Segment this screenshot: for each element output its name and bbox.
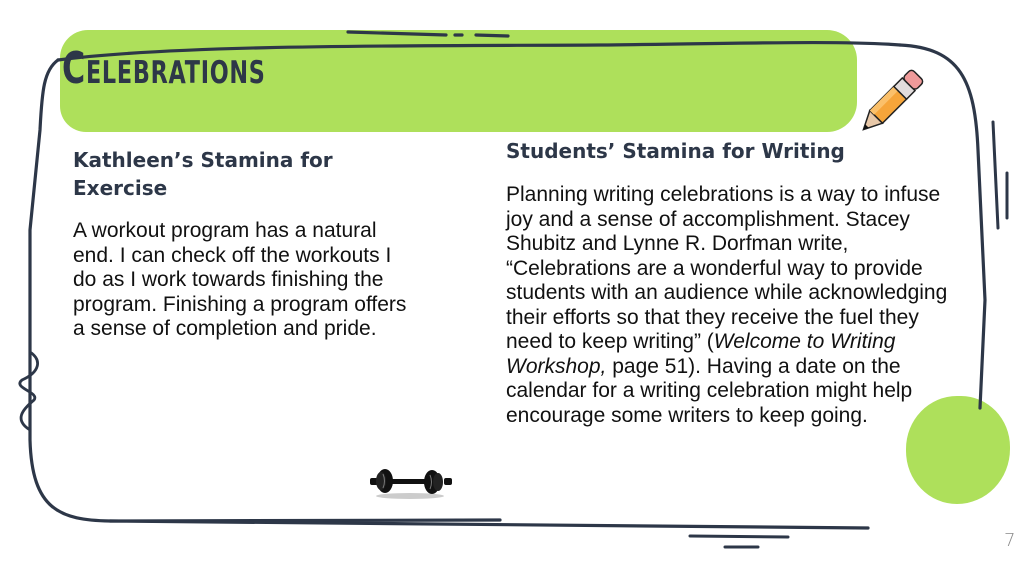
book-title: Welcome to Writing Workshop, xyxy=(506,330,896,378)
right-column-body xyxy=(506,183,956,428)
right-column-heading: Students’ Stamina for Writing xyxy=(506,139,845,163)
right-body-text-2: page 51). Having a date on the calendar for a writing celebration might help encourage some writers to keep going. xyxy=(506,354,913,427)
right-body-text-1: Planning writing celebrations is a way to infuse joy and a sense of accomplishment. Stacey Shubitz and Lynne R. Dorfman write, “Celebrations are a wonderful way to provide students with an audience while acknowledging their efforts so that they receive the fuel they need to keep writing” ( xyxy=(506,183,948,353)
page-number: 7 xyxy=(1004,530,1016,551)
page-title: Celebrations xyxy=(62,43,266,94)
left-column-heading: Kathleen’s Stamina for Exercise xyxy=(73,148,333,200)
dumbbell-icon xyxy=(368,462,452,502)
left-column-body: A workout program has a natural end. I can check off the workouts I do as I work towards finishing the program. Finishing a program offers a sense of completion and pride. xyxy=(73,219,407,340)
pencil-icon xyxy=(846,62,936,142)
